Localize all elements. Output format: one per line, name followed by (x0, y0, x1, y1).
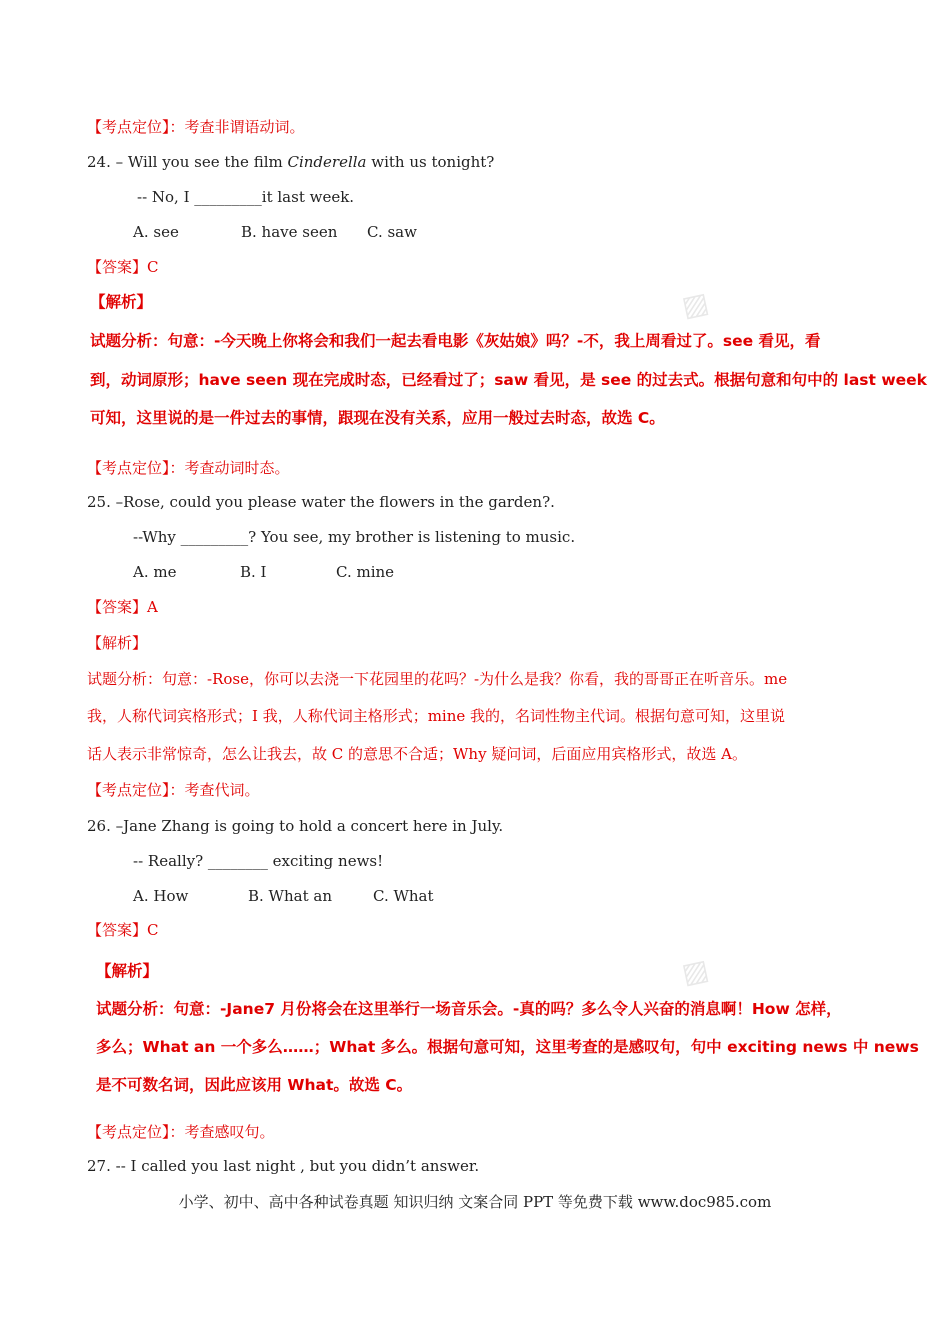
jiexi-24: 【解析】 (90, 293, 153, 311)
question-27-stem: 27. -- I called you last night , but you didn’t answer. (87, 1157, 480, 1175)
analysis-25-line-1: 试题分析：句意：-Rose，你可以去浇一下花园里的花吗？-为什么是我？你看，我的哥哥正在听音乐。me (87, 670, 788, 688)
analysis-25-line-3: 话人表示非常惊奇，怎么让我去，故 C 的意思不合适；Why 疑问词，后面应用宾格形式，故选 A。 (87, 745, 747, 763)
analysis-image-26 (82, 952, 919, 1105)
jiexi-25: 【解析】 (87, 634, 148, 652)
question-24-stem: 24. – Will you see the film Cinderella with us tonight? (87, 153, 495, 171)
answer-24: 【答案】C (87, 258, 159, 276)
analysis-24-line-1: 试题分析：句意：-今天晚上你将会和我们一起去看电影《灰姑娘》吗？-不，我上周看过了。see 看见，看 (90, 332, 821, 350)
question-24-options (133, 222, 417, 242)
option-c: C. What (373, 887, 434, 905)
question-25-stem: 25. –Rose, could you please water the flowers in the garden?. (87, 493, 555, 511)
film-title: Cinderella (287, 153, 367, 171)
question-26-reply: -- Really? ________ exciting news! (133, 852, 384, 870)
question-26-options (133, 886, 434, 906)
kaodian-26: 【考点定位】：考查感叹句。 (87, 1123, 275, 1141)
analysis-25-line-2: 我，人称代词宾格形式；I 我，人称代词主格形式；mine 我的，名词性物主代词。根据句意可知，这里说 (87, 707, 786, 725)
question-26-stem: 26. –Jane Zhang is going to hold a concert here in July. (87, 817, 504, 835)
kaodian-24: 【考点定位】：考查动词时态。 (87, 459, 290, 477)
kaodian-25: 【考点定位】：考查代词。 (87, 781, 260, 799)
option-b: B. have seen (241, 223, 338, 241)
option-b: B. What an (248, 887, 332, 905)
analysis-26-line-3: 是不可数名词，因此应该用 What。故选 C。 (96, 1076, 413, 1094)
watermark-icon: ▨ (678, 952, 712, 991)
question-25-reply: --Why _________? You see, my brother is listening to music. (133, 528, 576, 546)
answer-26: 【答案】C (87, 921, 159, 939)
analysis-24-line-3: 可知，这里说的是一件过去的事情，跟现在没有关系，应用一般过去时态，故选 C。 (90, 409, 665, 427)
kaodian-23: 【考点定位】：考查非谓语动词。 (87, 118, 305, 136)
analysis-24-line-2: 到，动词原形；have seen 现在完成时态，已经看过了；saw 看见，是 see 的过去式。根据句意和句中的 last week (90, 371, 927, 389)
jiexi-26: 【解析】 (96, 962, 159, 980)
analysis-26-line-2: 多么；What an 一个多么……；What 多么。根据句意可知，这里考查的是感叹句，句中 exciting news 中 news (96, 1038, 919, 1056)
option-c: C. saw (367, 223, 417, 241)
option-a: A. see (133, 223, 179, 241)
analysis-image-24 (82, 285, 927, 438)
question-25-options (133, 562, 394, 582)
analysis-26-line-1: 试题分析：句意：-Jane7 月份将会在这里举行一场音乐会。-真的吗？多么令人兴奋的消息啊！How 怎样， (96, 1000, 842, 1018)
option-a: A. How (133, 887, 189, 905)
option-c: C. mine (336, 563, 395, 581)
page-footer: 小学、初中、高中各种试卷真题 知识归纳 文案合同 PPT 等免费下载 www.doc985.com (178, 1193, 772, 1211)
watermark-icon: ▨ (678, 285, 712, 324)
answer-25: 【答案】A (87, 598, 158, 616)
option-a: A. me (133, 563, 177, 581)
question-24-reply: -- No, I _________it last week. (137, 188, 355, 206)
option-b: B. I (240, 563, 267, 581)
